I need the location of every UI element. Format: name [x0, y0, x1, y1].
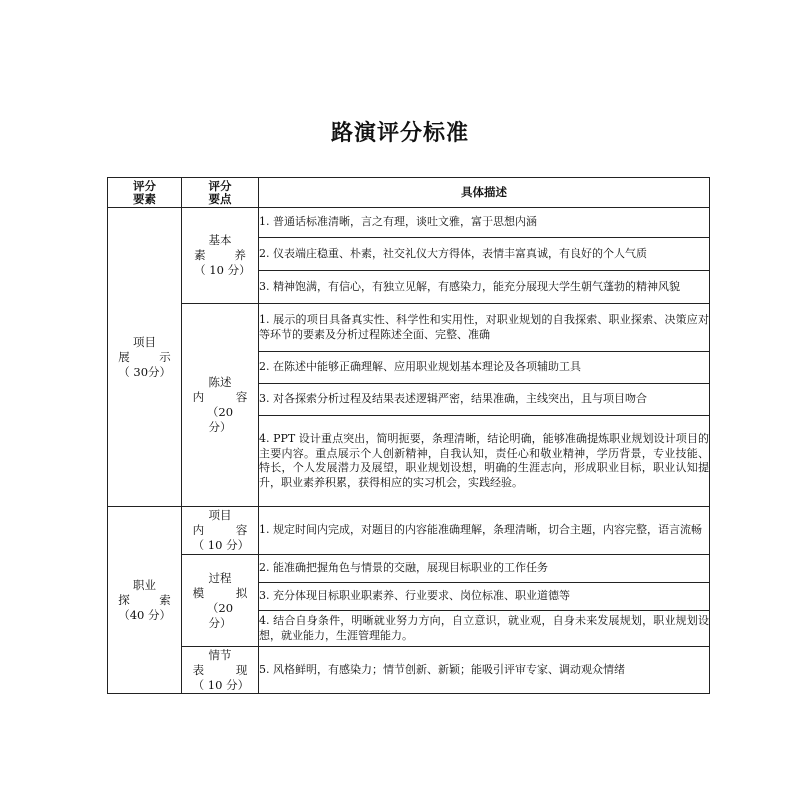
- category-line3: （40 分）: [118, 607, 172, 622]
- subcategory-line3: （ 10 分）: [194, 263, 251, 277]
- description-cell: 2. 仪表端庄稳重、朴素，社交礼仪大方得体，表情丰富真诚，有良好的个人气质: [259, 238, 710, 271]
- category-cell: [108, 507, 182, 694]
- subcategory-line1: 陈述: [208, 375, 232, 389]
- subcategory-cell: [182, 208, 259, 304]
- table-row: [108, 208, 710, 238]
- header-criteria: [108, 178, 182, 208]
- category-line1: 项目: [132, 334, 156, 349]
- subcategory-line2: 表 现: [192, 662, 248, 677]
- subcategory-line2: 模 拟: [192, 585, 248, 600]
- scoring-table: [107, 177, 710, 694]
- subcategory-line2: 内 容: [192, 390, 248, 404]
- category-line3: （ 30分）: [118, 364, 172, 379]
- category-line2: 展 示: [118, 349, 171, 364]
- header-points-line1: 评分: [208, 178, 232, 193]
- table-row: [108, 555, 710, 583]
- table-row: [108, 507, 710, 555]
- header-points-line2: 要点: [208, 191, 232, 206]
- subcategory-line2: 素 养: [194, 248, 246, 262]
- description-cell: 2. 在陈述中能够正确理解、应用职业规划基本理论及各项辅助工具: [259, 352, 710, 384]
- subcategory-line1: 情节: [208, 647, 232, 662]
- table-header-row: [108, 178, 710, 208]
- description-cell: 1. 规定时间内完成，对题目的内容能准确理解，条理清晰，切合主题，内容完整，语言流畅: [259, 507, 710, 555]
- description-cell: 3. 对各探索分析过程及结果表述逻辑严密，结果准确，主线突出，且与项目吻合: [259, 384, 710, 416]
- subcategory-cell: [182, 555, 259, 647]
- header-points: [182, 178, 259, 208]
- subcategory-line2: 内 容: [192, 523, 248, 537]
- page-title: 路演评分标准: [330, 121, 469, 146]
- description-cell: 3. 精神饱满，有信心，有独立见解，有感染力，能充分展现大学生朝气蓬勃的精神风貌: [259, 271, 710, 304]
- description-cell: 1. 展示的项目具备真实性、科学性和实用性，对职业规划的自我探索、职业探索、决策应对等环节的要素及分析过程陈述全面、完整、准确: [259, 304, 710, 352]
- table-row: [108, 647, 710, 694]
- category-line1: 职业: [132, 577, 156, 592]
- table-row: [108, 304, 710, 352]
- description-cell: 3. 充分体现目标职业职素养、行业要求、岗位标准、职业道德等: [259, 583, 710, 611]
- subcategory-line3: （20 分）: [206, 405, 245, 434]
- subcategory-line3: （20 分）: [206, 600, 245, 630]
- description-cell: 5. 风格鲜明，有感染力；情节创新、新颖；能吸引评审专家、调动观众情绪: [259, 647, 710, 694]
- subcategory-line1: 基本: [208, 233, 232, 247]
- description-cell: 4. 结合自身条件，明晰就业努力方向，自立意识，就业观，自身未来发展规划，职业规划设想，就业能力，生涯管理能力。: [259, 611, 710, 647]
- header-description: 具体描述: [259, 178, 710, 208]
- subcategory-line1: 过程: [208, 570, 232, 585]
- subcategory-line1: 项目: [208, 508, 232, 522]
- header-criteria-line1: 评分: [133, 178, 156, 193]
- description-cell: 2. 能准确把握角色与情景的交融，展现目标职业的工作任务: [259, 555, 710, 583]
- description-cell: 4. PPT 设计重点突出，简明扼要，条理清晰，结论明确，能够准确提炼职业规划设计项目的主要内容。重点展示个人创新精神，自我认知，责任心和敬业精神，学历背景，专业技能、特长，个人发展潜力及展望，职业规划设想，明确的生涯志向，形成职业目标，职业认知提升，职业素养积累，获得相应的实习机会，实践经验。: [259, 416, 710, 507]
- subcategory-line3: （ 10 分）: [192, 677, 250, 692]
- description-cell: 1. 普通话标准清晰，言之有理，谈吐文雅，富于思想内涵: [259, 208, 710, 238]
- subcategory-line3: （ 10 分）: [192, 538, 250, 552]
- subcategory-cell: [182, 647, 259, 694]
- header-criteria-line2: 要素: [133, 191, 156, 206]
- subcategory-cell: [182, 507, 259, 555]
- category-line2: 探 索: [118, 592, 171, 607]
- subcategory-cell: [182, 304, 259, 507]
- category-cell: [108, 208, 182, 507]
